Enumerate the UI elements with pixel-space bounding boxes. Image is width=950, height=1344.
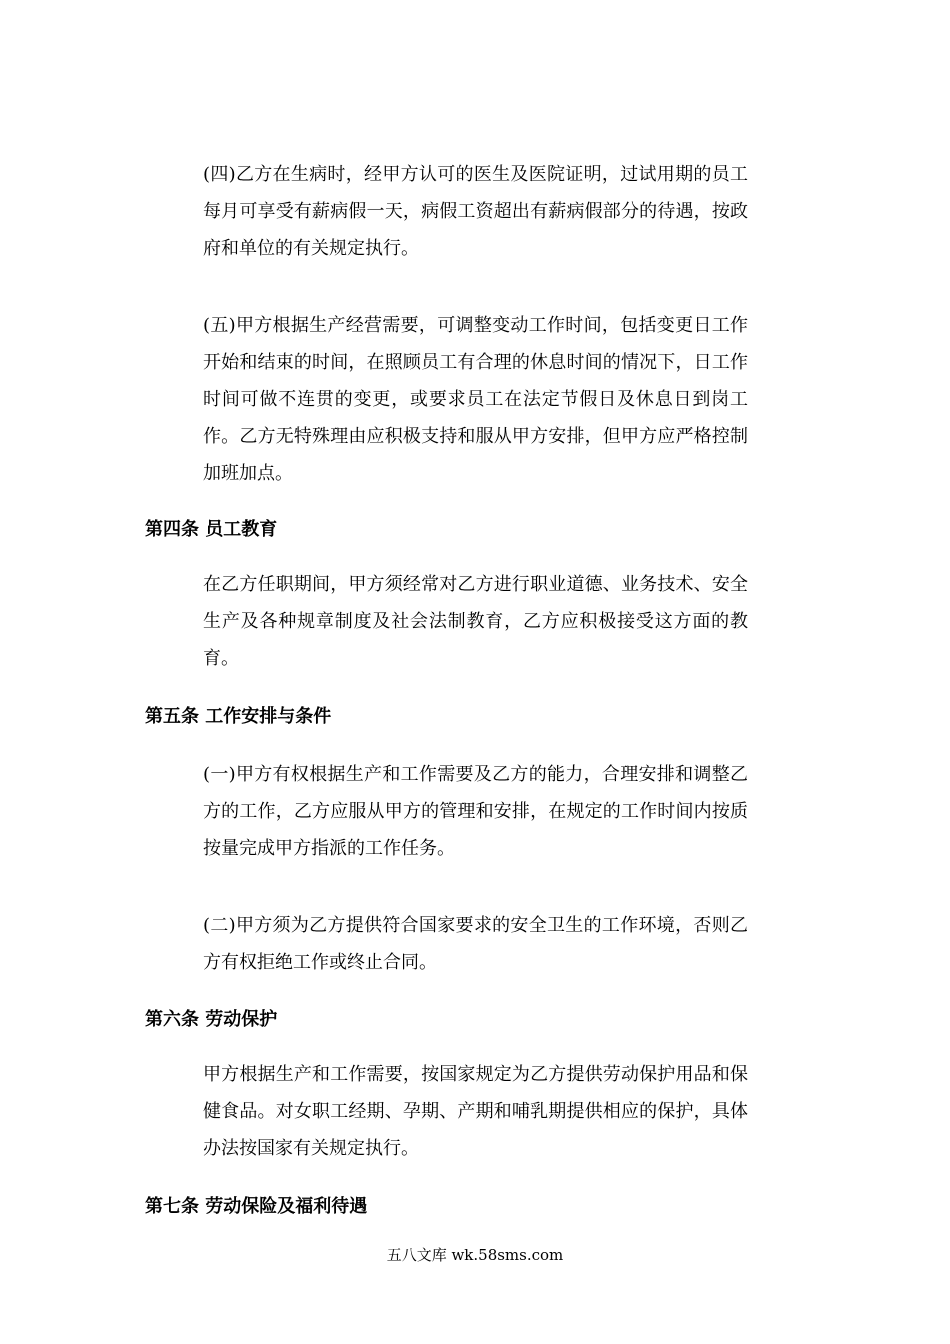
heading-article-4: 第四条 员工教育 — [145, 519, 278, 540]
page-footer: 五八文库 wk.58sms.com — [386, 1246, 564, 1264]
paragraph-labor-protection: 甲方根据生产和工作需要，按国家规定为乙方提供劳动保护用品和保健食品。对女职工经期、孕期、产期和哺乳期提供相应的保护，具体办法按国家有关规定执行。 — [203, 1064, 748, 1159]
heading-article-5: 第五条 工作安排与条件 — [145, 706, 332, 727]
paragraph-work-environment: (二)甲方须为乙方提供符合国家要求的安全卫生的工作环境，否则乙方有权拒绝工作或终止合同。 — [203, 915, 748, 973]
paragraph-work-hours: (五)甲方根据生产经营需要，可调整变动工作时间，包括变更日工作开始和结束的时间，在照顾员工有合理的休息时间的情况下，日工作时间可做不连贯的变更，或要求员工在法定节假日及休息日到岗工作。乙方无特殊理由应积极支持和服从甲方安排，但甲方应严格控制加班加点。 — [203, 315, 748, 484]
paragraph-employee-education: 在乙方任职期间，甲方须经常对乙方进行职业道德、业务技术、安全生产及各种规章制度及社会法制教育，乙方应积极接受这方面的教育。 — [203, 574, 748, 669]
paragraph-sick-leave: (四)乙方在生病时，经甲方认可的医生及医院证明，过试用期的员工每月可享受有薪病假一天，病假工资超出有薪病假部分的待遇，按政府和单位的有关规定执行。 — [203, 164, 748, 259]
paragraph-work-arrangement: (一)甲方有权根据生产和工作需要及乙方的能力，合理安排和调整乙方的工作，乙方应服从甲方的管理和安排，在规定的工作时间内按质按量完成甲方指派的工作任务。 — [203, 764, 748, 859]
heading-article-6: 第六条 劳动保护 — [145, 1009, 278, 1030]
heading-article-7: 第七条 劳动保险及福利待遇 — [145, 1196, 368, 1217]
